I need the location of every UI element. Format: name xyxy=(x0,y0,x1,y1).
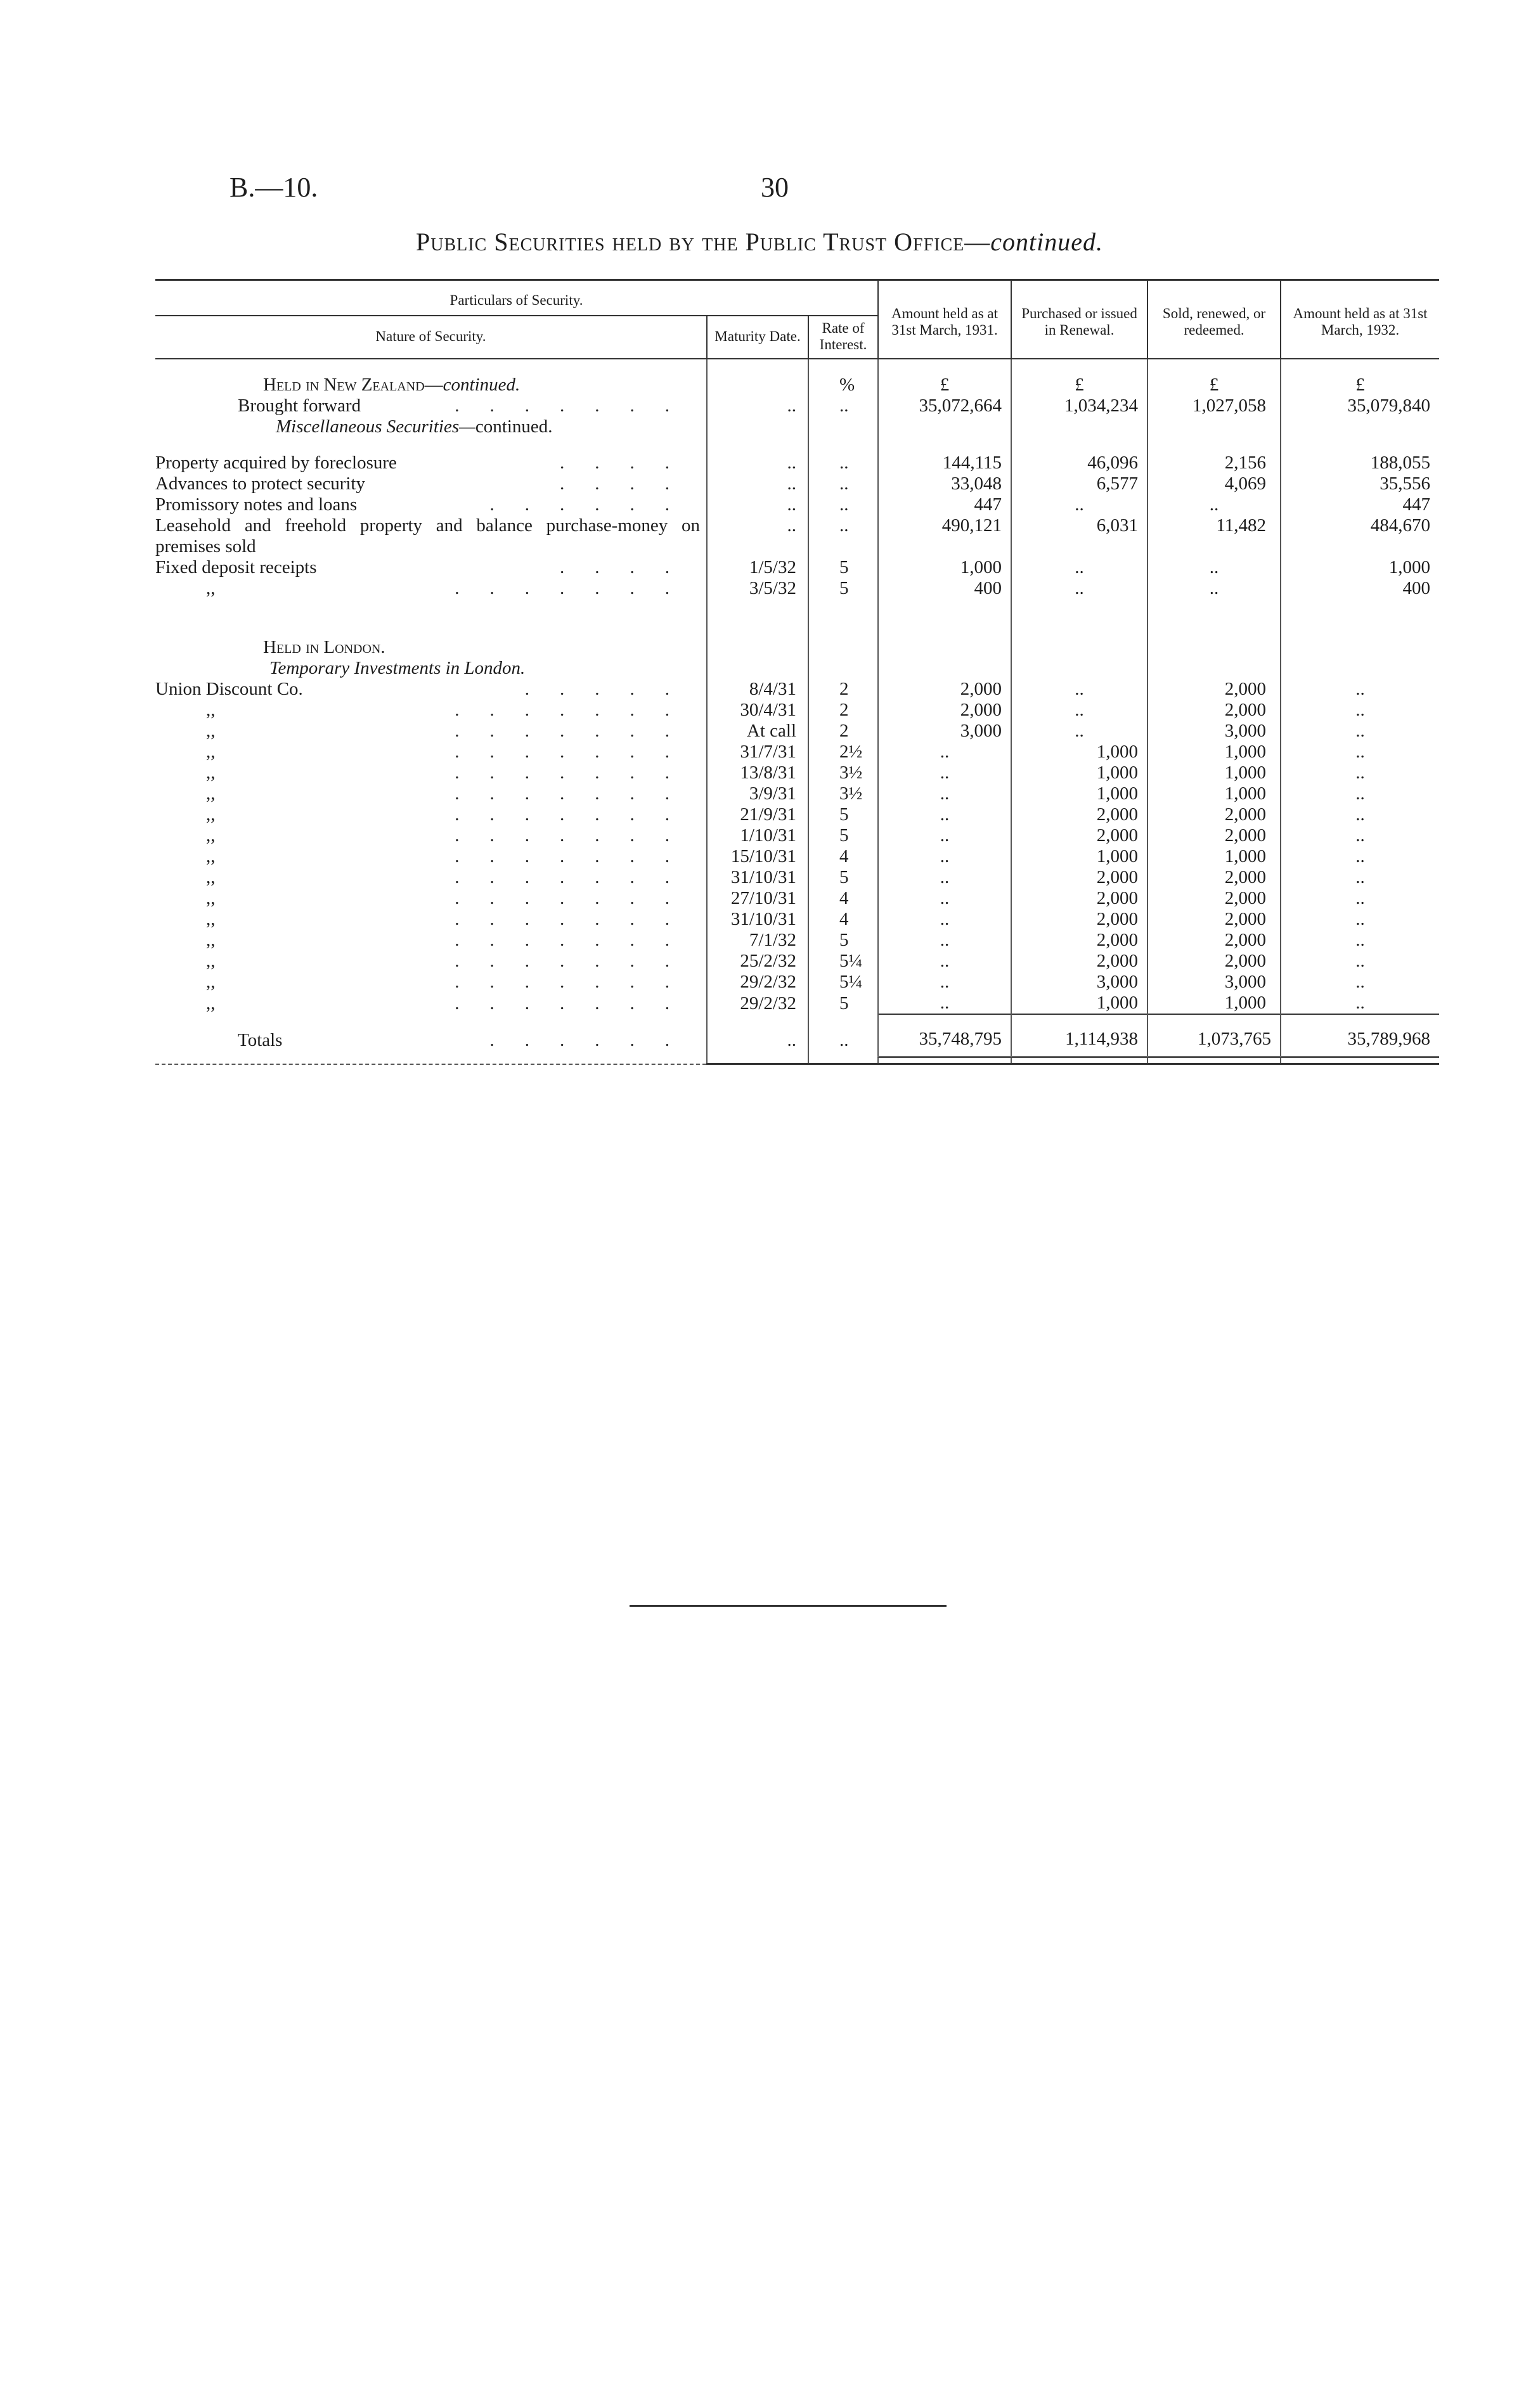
row-label: ,, xyxy=(206,846,216,866)
cell-sold: 2,000 xyxy=(1147,951,1281,972)
cell-purchased: 2,000 xyxy=(1011,804,1147,825)
cell-amount-1932: 35,079,840 xyxy=(1281,396,1439,416)
cell-sold: .. xyxy=(1147,557,1281,578)
row-label: Fixed deposit receipts xyxy=(155,557,317,577)
cell-maturity: 3/5/32 xyxy=(707,578,808,599)
cell-amount-1932: 484,670 xyxy=(1281,515,1439,557)
cell-rate: 5¼ xyxy=(808,972,878,993)
cell-amount-1932: .. xyxy=(1281,804,1439,825)
cell-sold: 2,000 xyxy=(1147,867,1281,888)
cell-sold: 2,000 xyxy=(1147,909,1281,930)
cell-amount-1932: .. xyxy=(1281,867,1439,888)
table-row: Property acquired by foreclosure .... .. .. 144,115 46,096 2,156 188,055 xyxy=(155,453,1439,473)
cell-sold: .. xyxy=(1147,494,1281,515)
cell-amount-1932: .. xyxy=(1281,972,1439,993)
row-label: ,, xyxy=(206,909,216,929)
cell-amount-1932: .. xyxy=(1281,951,1439,972)
header-amount-1932: Amount held as at 31st March, 1932. xyxy=(1281,280,1439,359)
cell-amount-1932: 188,055 xyxy=(1281,453,1439,473)
cell-maturity: 1/5/32 xyxy=(707,557,808,578)
cell-rate: .. xyxy=(808,494,878,515)
cell-amount-1931: .. xyxy=(878,972,1011,993)
cell-rate: .. xyxy=(808,453,878,473)
cell-sold: 1,027,058 xyxy=(1147,396,1281,416)
cell-sold: 1,000 xyxy=(1147,763,1281,783)
cell-sold: 2,000 xyxy=(1147,825,1281,846)
header-sold: Sold, renewed, or redeemed. xyxy=(1147,280,1281,359)
title-suffix: continued. xyxy=(990,228,1103,256)
cell-maturity: 31/10/31 xyxy=(707,909,808,930)
cell-maturity: 29/2/32 xyxy=(707,993,808,1014)
row-label: Promissory notes and loans xyxy=(155,494,358,515)
cell-purchased: 2,000 xyxy=(1011,909,1147,930)
cell-amount-1932: .. xyxy=(1281,888,1439,909)
cell-purchased: 2,000 xyxy=(1011,867,1147,888)
cell-sold: 2,156 xyxy=(1147,453,1281,473)
cell-rate: 5 xyxy=(808,804,878,825)
cell-purchased: 2,000 xyxy=(1011,930,1147,951)
unit-purchased: £ xyxy=(1011,375,1147,396)
totals-amount-1932: 35,789,968 xyxy=(1281,1014,1439,1057)
header-particulars: Particulars of Security. xyxy=(155,280,878,316)
cell-maturity: 31/10/31 xyxy=(707,867,808,888)
london-section-heading: Held in London. xyxy=(263,637,385,657)
header-rate: Rate of Interest. xyxy=(808,316,878,359)
cell-rate: 5¼ xyxy=(808,951,878,972)
cell-purchased: 6,577 xyxy=(1011,473,1147,494)
table-row: Brought forward ....... .. .. 35,072,664 1,034,234 1,027,058 35,079,840 xyxy=(155,396,1439,416)
cell-purchased: 1,000 xyxy=(1011,763,1147,783)
cell-sold: 2,000 xyxy=(1147,679,1281,700)
cell-amount-1931: 144,115 xyxy=(878,453,1011,473)
cell-amount-1932: .. xyxy=(1281,930,1439,951)
row-label: ,, xyxy=(206,825,216,846)
cell-purchased: 1,034,234 xyxy=(1011,396,1147,416)
cell-sold: 1,000 xyxy=(1147,742,1281,763)
cell-amount-1932: .. xyxy=(1281,679,1439,700)
cell-amount-1932: .. xyxy=(1281,700,1439,721)
row-label: ,, xyxy=(206,721,216,741)
cell-amount-1931: .. xyxy=(878,825,1011,846)
cell-rate: 3½ xyxy=(808,763,878,783)
cell-purchased: 1,000 xyxy=(1011,783,1147,804)
cell-rate: .. xyxy=(808,396,878,416)
cell-amount-1931: 490,121 xyxy=(878,515,1011,557)
row-label: ,, xyxy=(206,993,216,1014)
cell-rate: 3½ xyxy=(808,783,878,804)
unit-rate: % xyxy=(808,375,878,396)
row-label: Leasehold and freehold property and balance purchase-money on premises sold xyxy=(155,515,700,557)
header-purchased: Purchased or issued in Renewal. xyxy=(1011,280,1147,359)
table-row: ,, ....... 15/10/31 4 .. 1,000 1,000 .. xyxy=(155,846,1439,867)
cell-amount-1931: .. xyxy=(878,867,1011,888)
table-row: ,, ....... 21/9/31 5 .. 2,000 2,000 .. xyxy=(155,804,1439,825)
cell-purchased: .. xyxy=(1011,578,1147,599)
page-number: 30 xyxy=(761,172,789,203)
header-maturity: Maturity Date. xyxy=(707,316,808,359)
cell-amount-1932: 1,000 xyxy=(1281,557,1439,578)
page-title xyxy=(0,227,1519,257)
cell-maturity: 30/4/31 xyxy=(707,700,808,721)
cell-amount-1932: 447 xyxy=(1281,494,1439,515)
cell-amount-1932: 400 xyxy=(1281,578,1439,599)
misc-subheading-suffix: continued. xyxy=(475,416,553,437)
cell-maturity: 15/10/31 xyxy=(707,846,808,867)
row-label: ,, xyxy=(206,700,216,720)
cell-maturity: 1/10/31 xyxy=(707,825,808,846)
cell-rate: 4 xyxy=(808,888,878,909)
table-row: ,, ....... 27/10/31 4 .. 2,000 2,000 .. xyxy=(155,888,1439,909)
cell-purchased: .. xyxy=(1011,679,1147,700)
cell-amount-1932: .. xyxy=(1281,825,1439,846)
cell-rate: 5 xyxy=(808,825,878,846)
header-nature: Nature of Security. xyxy=(155,316,707,359)
cell-sold: 2,000 xyxy=(1147,700,1281,721)
table-row: ,, ....... 7/1/32 5 .. 2,000 2,000 .. xyxy=(155,930,1439,951)
unit-amount-1931: £ xyxy=(878,375,1011,396)
cell-maturity: 13/8/31 xyxy=(707,763,808,783)
table-row: Advances to protect security .... .. .. 33,048 6,577 4,069 35,556 xyxy=(155,473,1439,494)
title-main: Public Securities held by the Public Trust Office— xyxy=(416,228,991,256)
cell-amount-1931: .. xyxy=(878,993,1011,1014)
row-label: ,, xyxy=(206,578,216,598)
table-row: ,, ....... 3/9/31 3½ .. 1,000 1,000 .. xyxy=(155,783,1439,804)
table-row: ,, ....... 29/2/32 5¼ .. 3,000 3,000 .. xyxy=(155,972,1439,993)
table-row xyxy=(155,515,1439,557)
cell-maturity: 7/1/32 xyxy=(707,930,808,951)
cell-amount-1931: 2,000 xyxy=(878,700,1011,721)
table-row: Union Discount Co. ..... 8/4/31 2 2,000 .. 2,000 .. xyxy=(155,679,1439,700)
end-divider xyxy=(630,1605,947,1607)
cell-rate: 5 xyxy=(808,930,878,951)
totals-purchased: 1,114,938 xyxy=(1011,1014,1147,1057)
cell-purchased: 3,000 xyxy=(1011,972,1147,993)
section-heading-row xyxy=(155,637,1439,658)
cell-amount-1931: 3,000 xyxy=(878,721,1011,742)
cell-sold: 3,000 xyxy=(1147,721,1281,742)
row-label: ,, xyxy=(206,972,216,992)
cell-maturity: .. xyxy=(707,453,808,473)
cell-maturity: .. xyxy=(707,396,808,416)
cell-rate: 2½ xyxy=(808,742,878,763)
cell-amount-1931: .. xyxy=(878,846,1011,867)
cell-purchased: 1,000 xyxy=(1011,846,1147,867)
table-row: ,, ....... 13/8/31 3½ .. 1,000 1,000 .. xyxy=(155,763,1439,783)
table-row: ,, ....... 1/10/31 5 .. 2,000 2,000 .. xyxy=(155,825,1439,846)
cell-amount-1931: .. xyxy=(878,742,1011,763)
cell-rate: .. xyxy=(808,515,878,557)
header-amount-1931: Amount held as at 31st March, 1931. xyxy=(878,280,1011,359)
cell-amount-1932: .. xyxy=(1281,993,1439,1014)
london-subheading: Temporary Investments in London. xyxy=(269,658,526,678)
cell-sold: 4,069 xyxy=(1147,473,1281,494)
cell-sold: 2,000 xyxy=(1147,804,1281,825)
cell-purchased: 2,000 xyxy=(1011,888,1147,909)
row-label: Brought forward xyxy=(238,396,361,416)
cell-sold: 2,000 xyxy=(1147,930,1281,951)
cell-maturity: .. xyxy=(707,473,808,494)
cell-amount-1931: .. xyxy=(878,804,1011,825)
totals-amount-1931: 35,748,795 xyxy=(878,1014,1011,1057)
cell-amount-1931: 33,048 xyxy=(878,473,1011,494)
cell-rate: 5 xyxy=(808,993,878,1014)
table-row: ,, ....... 31/10/31 5 .. 2,000 2,000 .. xyxy=(155,867,1439,888)
cell-sold: 11,482 xyxy=(1147,515,1281,557)
cell-rate: 4 xyxy=(808,909,878,930)
nz-heading-text: Held in New Zealand— xyxy=(263,375,443,395)
row-label: Property acquired by foreclosure xyxy=(155,453,397,473)
cell-maturity: 3/9/31 xyxy=(707,783,808,804)
table-row: ,, ....... 31/7/31 2½ .. 1,000 1,000 .. xyxy=(155,742,1439,763)
totals-sold: 1,073,765 xyxy=(1147,1014,1281,1057)
cell-amount-1931: 35,072,664 xyxy=(878,396,1011,416)
misc-subheading: Miscellaneous Securities— xyxy=(276,416,475,437)
cell-rate: 5 xyxy=(808,557,878,578)
cell-amount-1932: .. xyxy=(1281,763,1439,783)
cell-amount-1932: .. xyxy=(1281,846,1439,867)
cell-amount-1932: .. xyxy=(1281,909,1439,930)
row-label: ,, xyxy=(206,867,216,887)
cell-amount-1931: 2,000 xyxy=(878,679,1011,700)
cell-amount-1931: .. xyxy=(878,951,1011,972)
table-end-rule xyxy=(155,1057,1439,1064)
cell-purchased: 1,000 xyxy=(1011,993,1147,1014)
table-row: Promissory notes and loans ...... .. .. 447 .. .. 447 xyxy=(155,494,1439,515)
document-reference: B.—10. xyxy=(229,172,318,203)
cell-sold: 1,000 xyxy=(1147,993,1281,1014)
table-row: ,, ....... 3/5/32 5 400 .. .. 400 xyxy=(155,578,1439,599)
row-label: ,, xyxy=(206,742,216,762)
cell-purchased: 1,000 xyxy=(1011,742,1147,763)
cell-amount-1931: 400 xyxy=(878,578,1011,599)
cell-maturity: 25/2/32 xyxy=(707,951,808,972)
table-row: ,, ....... 29/2/32 5 .. 1,000 1,000 .. xyxy=(155,993,1439,1014)
page-header xyxy=(0,171,1519,222)
table-row: ,, ....... 25/2/32 5¼ .. 2,000 2,000 .. xyxy=(155,951,1439,972)
cell-sold: .. xyxy=(1147,578,1281,599)
units-row xyxy=(155,375,1439,396)
securities-table xyxy=(155,279,1439,1065)
row-label: ,, xyxy=(206,763,216,783)
unit-sold: £ xyxy=(1147,375,1281,396)
cell-rate: 5 xyxy=(808,867,878,888)
row-label: ,, xyxy=(206,888,216,908)
cell-amount-1931: 447 xyxy=(878,494,1011,515)
cell-rate: 5 xyxy=(808,578,878,599)
cell-purchased: .. xyxy=(1011,494,1147,515)
securities-table-container xyxy=(155,279,1439,1065)
cell-amount-1932: 35,556 xyxy=(1281,473,1439,494)
row-label: ,, xyxy=(206,804,216,825)
table-row: Fixed deposit receipts .... 1/5/32 5 1,000 .. .. 1,000 xyxy=(155,557,1439,578)
cell-sold: 3,000 xyxy=(1147,972,1281,993)
nz-heading-suffix: continued. xyxy=(443,375,520,395)
cell-purchased: .. xyxy=(1011,721,1147,742)
cell-maturity: 31/7/31 xyxy=(707,742,808,763)
cell-amount-1931: 1,000 xyxy=(878,557,1011,578)
subheading-row xyxy=(155,416,1439,437)
table-row: ,, ....... 31/10/31 4 .. 2,000 2,000 .. xyxy=(155,909,1439,930)
cell-purchased: 6,031 xyxy=(1011,515,1147,557)
unit-amount-1932: £ xyxy=(1281,375,1439,396)
cell-amount-1932: .. xyxy=(1281,783,1439,804)
cell-purchased: 46,096 xyxy=(1011,453,1147,473)
row-label: ,, xyxy=(206,930,216,950)
cell-maturity: 8/4/31 xyxy=(707,679,808,700)
totals-row: Totals ...... .. .. 35,748,795 1,114,938 1,073,765 35,789,968 xyxy=(155,1014,1439,1057)
totals-rate: .. xyxy=(808,1014,878,1057)
cell-amount-1932: .. xyxy=(1281,742,1439,763)
subheading-row xyxy=(155,658,1439,679)
table-row: ,, ....... At call 2 3,000 .. 3,000 .. xyxy=(155,721,1439,742)
cell-rate: 4 xyxy=(808,846,878,867)
cell-purchased: 2,000 xyxy=(1011,951,1147,972)
cell-amount-1931: .. xyxy=(878,909,1011,930)
nz-section-heading xyxy=(155,375,707,396)
cell-purchased: .. xyxy=(1011,700,1147,721)
row-label: Advances to protect security xyxy=(155,473,365,494)
cell-amount-1931: .. xyxy=(878,763,1011,783)
cell-amount-1931: .. xyxy=(878,783,1011,804)
cell-rate: .. xyxy=(808,473,878,494)
cell-maturity: .. xyxy=(707,515,808,557)
cell-maturity: .. xyxy=(707,494,808,515)
cell-maturity: 27/10/31 xyxy=(707,888,808,909)
totals-maturity: .. xyxy=(707,1014,808,1057)
cell-purchased: .. xyxy=(1011,557,1147,578)
row-label: ,, xyxy=(206,783,216,804)
cell-sold: 1,000 xyxy=(1147,783,1281,804)
row-label: ,, xyxy=(206,951,216,971)
cell-amount-1931: .. xyxy=(878,930,1011,951)
cell-amount-1931: .. xyxy=(878,888,1011,909)
cell-rate: 2 xyxy=(808,700,878,721)
cell-rate: 2 xyxy=(808,721,878,742)
cell-maturity: At call xyxy=(707,721,808,742)
table-row: ,, ....... 30/4/31 2 2,000 .. 2,000 .. xyxy=(155,700,1439,721)
cell-maturity: 29/2/32 xyxy=(707,972,808,993)
cell-amount-1932: .. xyxy=(1281,721,1439,742)
cell-maturity: 21/9/31 xyxy=(707,804,808,825)
cell-rate: 2 xyxy=(808,679,878,700)
cell-purchased: 2,000 xyxy=(1011,825,1147,846)
row-label: Union Discount Co. xyxy=(155,679,303,699)
totals-label: Totals xyxy=(238,1029,283,1050)
cell-sold: 2,000 xyxy=(1147,888,1281,909)
cell-sold: 1,000 xyxy=(1147,846,1281,867)
